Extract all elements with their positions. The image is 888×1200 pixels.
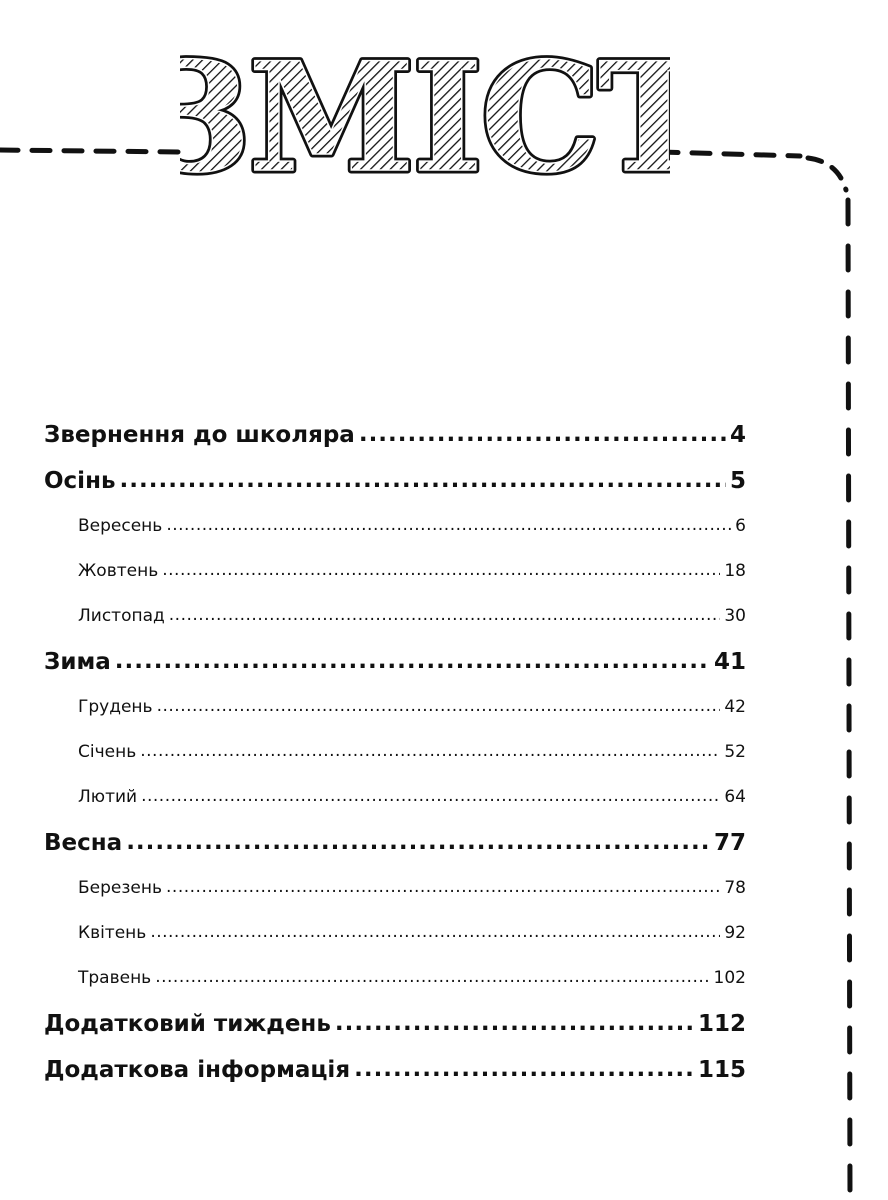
toc-section [44,458,746,504]
toc-entry-label: Додатковий тиждень [44,1011,331,1037]
toc-entry-page-number: 18 [724,561,746,581]
toc-subsection [44,730,746,775]
toc-entry-label: Грудень [78,697,153,717]
toc-entry-page-number: 115 [697,1057,746,1083]
dot-leader [354,1046,694,1092]
toc-entry-label: Вересень [78,516,163,536]
page-title: ЗМІСТ [180,42,670,192]
toc-subsection [44,775,746,820]
dot-leader [169,593,721,638]
toc-subsection [44,685,746,730]
toc-section [44,1001,746,1047]
toc-section [44,820,746,866]
title-inner-outline: ЗМІСТ [180,42,670,192]
toc-entry-label: Звернення до школяра [44,422,355,448]
toc-entry-label: Травень [78,968,152,988]
toc-subsection [44,549,746,594]
toc-entry-label: Осінь [44,468,116,494]
toc-entry-page-number: 64 [724,787,746,807]
toc-section [44,639,746,685]
toc-entry-page-number: 30 [724,606,746,626]
toc-entry-page-number: 5 [729,468,746,494]
toc-entry-label: Березень [78,878,163,898]
toc-entry-page-number: 77 [713,830,746,856]
toc-entry-label: Квітень [78,923,147,943]
toc-entry-page-number: 6 [735,516,746,536]
dot-leader [166,503,731,548]
toc-entry-page-number: 52 [724,742,746,762]
toc-entry-label: Листопад [78,606,165,626]
toc-entry-label: Весна [44,830,123,856]
dot-leader [150,910,720,955]
dot-leader [120,457,726,503]
dot-leader [359,411,726,457]
title-graphic [180,42,670,192]
dot-leader [126,819,710,865]
dot-leader [335,1000,694,1046]
toc-entry-page-number: 78 [724,878,746,898]
toc-section [44,412,746,458]
toc-entry-label: Додаткова інформація [44,1057,351,1083]
toc-entry-page-number: 102 [713,968,746,988]
toc-entry-label: Жовтень [78,561,159,581]
toc-section [44,1047,746,1093]
toc-subsection [44,504,746,549]
dot-leader [115,638,710,684]
table-of-contents [44,412,746,1093]
toc-subsection [44,594,746,639]
dot-leader [140,729,720,774]
toc-entry-page-number: 112 [697,1011,746,1037]
dot-leader [162,548,720,593]
toc-subsection [44,866,746,911]
toc-entry-label: Січень [78,742,137,762]
dot-leader [166,865,720,910]
toc-entry-page-number: 4 [729,422,746,448]
dot-leader [155,955,709,1000]
dot-leader [141,774,720,819]
toc-subsection [44,911,746,956]
toc-entry-label: Лютий [78,787,138,807]
toc-entry-page-number: 42 [724,697,746,717]
toc-entry-label: Зима [44,649,111,675]
toc-entry-page-number: 41 [713,649,746,675]
toc-entry-page-number: 92 [724,923,746,943]
toc-subsection [44,956,746,1001]
dot-leader [157,684,721,729]
title-block [180,42,670,192]
